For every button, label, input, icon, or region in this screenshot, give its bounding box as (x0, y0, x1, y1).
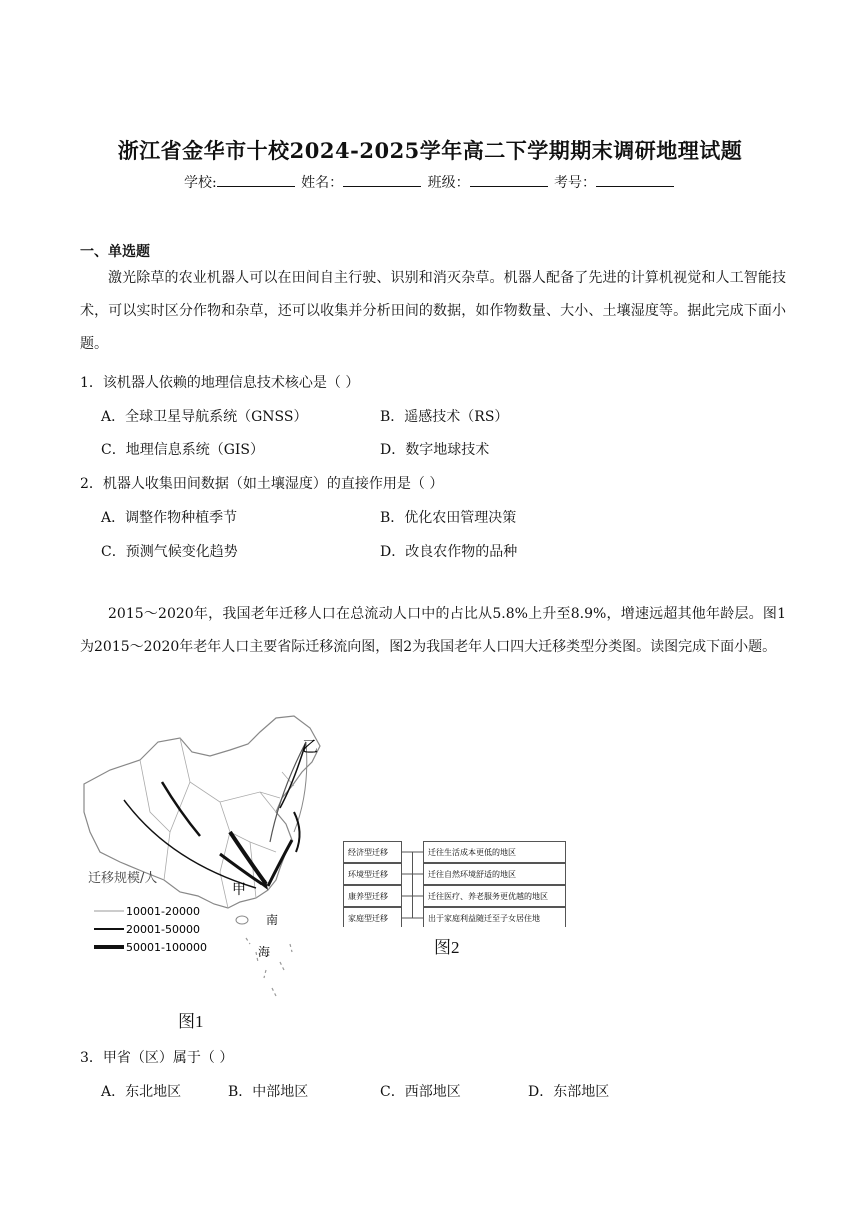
figure-1-caption: 图1 (178, 1012, 204, 1031)
question-1-stem: 1．该机器人依赖的地理信息技术核心是（ ） (80, 375, 360, 391)
legend-item-2: 20001-50000 (126, 923, 200, 936)
q1-option-a[interactable]: A．全球卫星导航系统（GNSS） (101, 409, 308, 425)
passage-migration: 2015～2020年，我国老年迁移人口在总流动人口中的占比从5.8%上升至8.9%，增速远超其他年龄层。图1为2015～2020年老年人口主要省际迁移流向图，图2为我国老年人口四大迁移类型分类图。读图完成下面小题。 (80, 606, 786, 655)
school-blank (217, 172, 295, 187)
paper-title: 浙江省金华市十校2024-2025学年高二下学期期末调研地理试题 (117, 138, 743, 163)
name-blank (343, 172, 421, 187)
class-blank (470, 172, 548, 187)
label-sea-2: 海 (258, 945, 271, 959)
section-heading: 一、单选题 (80, 244, 150, 260)
passage-robot: 激光除草的农业机器人可以在田间自主行驶、识别和消灭杂草。机器人配备了先进的计算机视觉和人工智能技术，可以实时区分作物和杂草，还可以收集并分析田间的数据，如作物数量、大小、土壤湿度等。据此完成下面小题。 (80, 270, 786, 352)
migration-desc-label: 迁往医疗、养老服务更优越的地区 (428, 892, 548, 901)
migration-desc-label: 迁往自然环境舒适的地区 (428, 870, 516, 879)
exam-no-label: 考号： (554, 175, 597, 191)
q3-option-a[interactable]: A．东北地区 (101, 1084, 182, 1100)
q2-option-a[interactable]: A．调整作物种植季节 (101, 510, 238, 526)
legend-item-1: 10001-20000 (126, 905, 200, 918)
legend-title: 迁移规模/人 (88, 871, 158, 886)
legend-item-3: 50001-100000 (126, 941, 207, 954)
school-label: 学校: (183, 175, 217, 191)
figure-1-map (80, 712, 340, 1012)
q2-option-b[interactable]: B．优化农田管理决策 (380, 510, 517, 526)
q1-option-b[interactable]: B．遥感技术（RS） (380, 409, 509, 425)
migration-desc-label: 出于家庭利益随迁至子女居住地 (428, 914, 540, 923)
figure-2-caption: 图2 (434, 938, 460, 957)
student-info-line (0, 172, 860, 192)
class-label: 班级： (427, 175, 470, 191)
migration-type-label: 康养型迁移 (348, 892, 388, 901)
q2-option-c[interactable]: C．预测气候变化趋势 (101, 544, 238, 560)
migration-flow-east (268, 840, 292, 886)
question-3-stem: 3．甲省（区）属于（ ） (80, 1050, 234, 1066)
label-yi: 乙 (302, 737, 319, 756)
exam-no-blank (596, 172, 674, 187)
q1-option-d[interactable]: D．数字地球技术 (380, 442, 490, 458)
q3-option-b[interactable]: B．中部地区 (228, 1084, 309, 1100)
label-jia: 甲 (232, 882, 246, 898)
name-label: 姓名： (301, 175, 344, 191)
figure-2-table (343, 841, 567, 927)
label-sea-1: 南 (266, 913, 279, 927)
q3-option-c[interactable]: C．西部地区 (380, 1084, 461, 1100)
q2-option-d[interactable]: D．改良农作物的品种 (380, 544, 518, 560)
migration-desc-label: 迁往生活成本更低的地区 (428, 848, 516, 857)
q3-option-d[interactable]: D．东部地区 (528, 1084, 610, 1100)
migration-type-label: 环境型迁移 (348, 870, 388, 879)
migration-flow-northwest (162, 782, 200, 836)
migration-type-label: 经济型迁移 (348, 848, 388, 857)
question-2-stem: 2．机器人收集田间数据（如土壤湿度）的直接作用是（ ） (80, 476, 444, 492)
q1-option-c[interactable]: C．地理信息系统（GIS） (101, 442, 265, 458)
migration-type-label: 家庭型迁移 (348, 914, 388, 923)
